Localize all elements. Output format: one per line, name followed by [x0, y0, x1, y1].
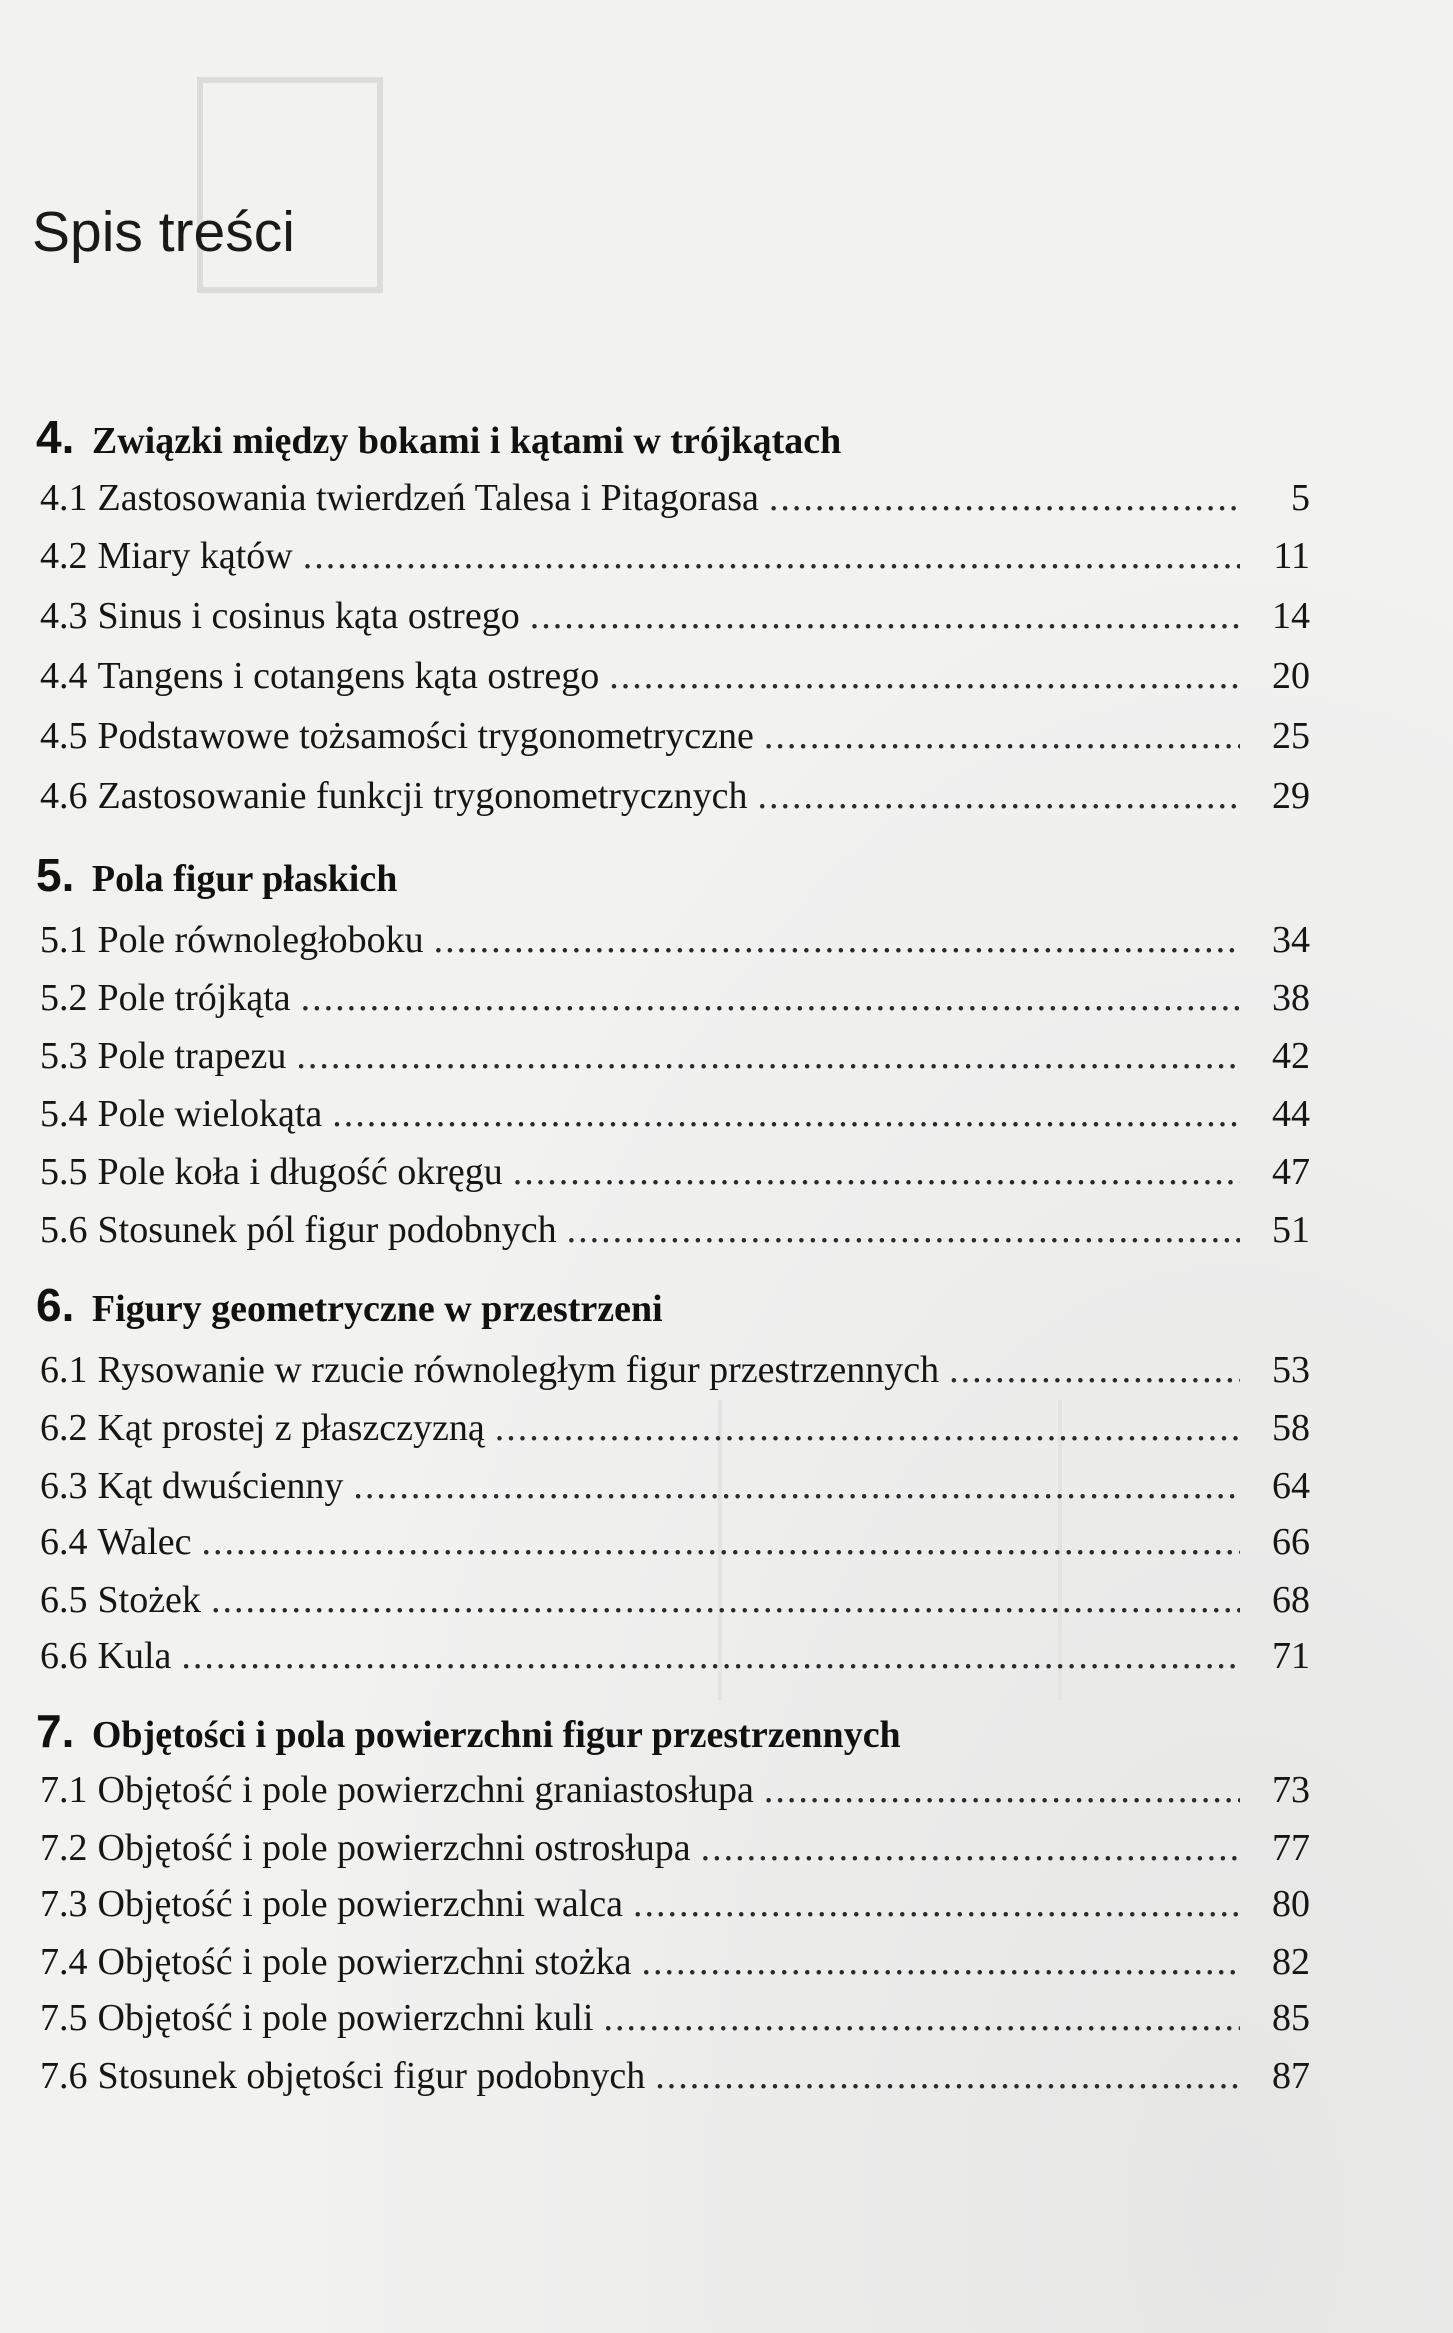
chapter-number: 6.: [36, 1279, 75, 1331]
entry-page-number: 47: [1272, 1151, 1310, 1193]
chapter-heading: [36, 411, 1316, 463]
dot-leader: [769, 474, 1240, 522]
entry-page-number: 82: [1272, 1941, 1310, 1983]
entry-number: 4.2: [40, 535, 88, 577]
entry-page-number: 5: [1291, 477, 1310, 519]
dot-leader: [764, 712, 1240, 760]
entry-title: Pole trapezu: [97, 1035, 287, 1077]
page-title: Spis treści: [32, 200, 295, 264]
entry-title: Stożek: [97, 1579, 201, 1621]
toc-entry[interactable]: [40, 652, 1310, 700]
toc-entry[interactable]: [40, 1576, 1310, 1624]
entry-number: 7.6: [40, 2055, 88, 2097]
toc-entry[interactable]: [40, 1404, 1310, 1452]
entry-page-number: 34: [1272, 919, 1310, 961]
entry-title: Objętość i pole powierzchni graniastosłupa: [97, 1769, 754, 1811]
toc-entry[interactable]: [40, 916, 1310, 964]
entry-page-number: 25: [1272, 715, 1310, 757]
toc-entry[interactable]: [40, 1632, 1310, 1680]
entry-page-number: 73: [1272, 1769, 1310, 1811]
entry-number: 6.2: [40, 1407, 88, 1449]
chapter-number: 5.: [36, 849, 75, 901]
toc-entry[interactable]: [40, 1032, 1310, 1080]
entry-title: Stosunek pól figur podobnych: [97, 1209, 557, 1251]
toc-entry[interactable]: [40, 1206, 1310, 1254]
entry-number: 6.3: [40, 1465, 88, 1507]
dot-leader: [604, 1994, 1241, 2042]
dot-leader: [495, 1404, 1240, 1452]
entry-title: Pole równoległoboku: [97, 919, 424, 961]
entry-number: 4.5: [40, 715, 88, 757]
entry-title: Pole koła i długość okręgu: [97, 1151, 503, 1193]
toc-entry[interactable]: [40, 2052, 1310, 2100]
entry-page-number: 64: [1272, 1465, 1310, 1507]
entry-title: Objętość i pole powierzchni kuli: [97, 1997, 594, 2039]
dot-leader: [181, 1632, 1240, 1680]
dot-leader: [513, 1148, 1240, 1196]
entry-title: Pole wielokąta: [97, 1093, 323, 1135]
chapter-title: Związki między bokami i kątami w trójkątach: [91, 420, 842, 462]
entry-page-number: 80: [1272, 1883, 1310, 1925]
dot-leader: [641, 1938, 1240, 1986]
entry-title: Zastosowania twierdzeń Talesa i Pitagorasa: [97, 477, 759, 519]
entry-number: 4.4: [40, 655, 88, 697]
dot-leader: [655, 2052, 1240, 2100]
chapter-number: 7.: [36, 1705, 75, 1757]
entry-title: Walec: [97, 1521, 192, 1563]
entry-title: Objętość i pole powierzchni stożka: [97, 1941, 632, 1983]
entry-number: 5.4: [40, 1093, 88, 1135]
entry-title: Objętość i pole powierzchni ostrosłupa: [97, 1827, 691, 1869]
entry-number: 6.4: [40, 1521, 88, 1563]
entry-title: Kąt dwuścienny: [97, 1465, 344, 1507]
dot-leader: [758, 772, 1240, 820]
toc-entry[interactable]: [40, 1518, 1310, 1566]
chapter-title: Objętości i pola powierzchni figur przestrzennych: [91, 1714, 901, 1756]
entry-title: Miary kątów: [97, 535, 293, 577]
entry-page-number: 20: [1272, 655, 1310, 697]
chapter-number: 4.: [36, 411, 75, 463]
entry-page-number: 53: [1272, 1349, 1310, 1391]
entry-page-number: 11: [1273, 535, 1310, 577]
entry-title: Podstawowe tożsamości trygonometryczne: [97, 715, 754, 757]
entry-page-number: 51: [1272, 1209, 1310, 1251]
dot-leader: [332, 1090, 1240, 1138]
dot-leader: [530, 592, 1240, 640]
dot-leader: [567, 1206, 1240, 1254]
entry-page-number: 14: [1272, 595, 1310, 637]
toc-entry[interactable]: [40, 712, 1310, 760]
dot-leader: [211, 1576, 1240, 1624]
entry-number: 7.2: [40, 1827, 88, 1869]
entry-number: 6.5: [40, 1579, 88, 1621]
entry-number: 5.5: [40, 1151, 88, 1193]
dot-leader: [764, 1766, 1240, 1814]
chapter-heading: [36, 849, 1316, 901]
dot-leader: [701, 1824, 1240, 1872]
dot-leader: [633, 1880, 1240, 1928]
entry-title: Kąt prostej z płaszczyzną: [97, 1407, 485, 1449]
entry-number: 5.2: [40, 977, 88, 1019]
chapter-title: Figury geometryczne w przestrzeni: [91, 1288, 663, 1330]
toc-entry[interactable]: [40, 1880, 1310, 1928]
entry-page-number: 66: [1272, 1521, 1310, 1563]
toc-entry[interactable]: [40, 1938, 1310, 1986]
entry-number: 6.6: [40, 1635, 88, 1677]
toc-entry[interactable]: [40, 974, 1310, 1022]
chapter-heading: [36, 1705, 1316, 1757]
dot-leader: [609, 652, 1240, 700]
toc-entry[interactable]: [40, 1824, 1310, 1872]
entry-page-number: 29: [1272, 775, 1310, 817]
entry-page-number: 44: [1272, 1093, 1310, 1135]
entry-page-number: 85: [1272, 1997, 1310, 2039]
toc-entry[interactable]: [40, 1346, 1310, 1394]
toc-entry[interactable]: [40, 1148, 1310, 1196]
entry-number: 7.5: [40, 1997, 88, 2039]
dot-leader: [303, 532, 1240, 580]
toc-entry[interactable]: [40, 1766, 1310, 1814]
entry-page-number: 87: [1272, 2055, 1310, 2097]
chapter-title: Pola figur płaskich: [91, 858, 398, 900]
entry-number: 5.6: [40, 1209, 88, 1251]
toc-entry[interactable]: [40, 474, 1310, 522]
entry-number: 5.3: [40, 1035, 88, 1077]
entry-number: 5.1: [40, 919, 88, 961]
entry-title: Zastosowanie funkcji trygonometrycznych: [97, 775, 748, 817]
entry-page-number: 77: [1272, 1827, 1310, 1869]
entry-page-number: 58: [1272, 1407, 1310, 1449]
entry-number: 7.4: [40, 1941, 88, 1983]
dot-leader: [949, 1346, 1240, 1394]
dot-leader: [353, 1462, 1240, 1510]
entry-page-number: 38: [1272, 977, 1310, 1019]
toc-entry[interactable]: [40, 1994, 1310, 2042]
dot-leader: [201, 1518, 1240, 1566]
entry-title: Pole trójkąta: [97, 977, 291, 1019]
dot-leader: [301, 974, 1240, 1022]
entry-page-number: 42: [1272, 1035, 1310, 1077]
entry-title: Stosunek objętości figur podobnych: [97, 2055, 646, 2097]
entry-title: Tangens i cotangens kąta ostrego: [97, 655, 600, 697]
entry-number: 4.6: [40, 775, 88, 817]
entry-number: 4.3: [40, 595, 88, 637]
dot-leader: [434, 916, 1240, 964]
toc-entry[interactable]: [40, 592, 1310, 640]
entry-number: 7.3: [40, 1883, 88, 1925]
entry-title: Objętość i pole powierzchni walca: [97, 1883, 623, 1925]
toc-entry[interactable]: [40, 772, 1310, 820]
entry-title: Rysowanie w rzucie równoległym figur przestrzennych: [97, 1349, 940, 1391]
entry-page-number: 68: [1272, 1579, 1310, 1621]
entry-number: 7.1: [40, 1769, 88, 1811]
toc-entry[interactable]: [40, 532, 1310, 580]
toc-entry[interactable]: [40, 1462, 1310, 1510]
entry-number: 4.1: [40, 477, 88, 519]
entry-title: Sinus i cosinus kąta ostrego: [97, 595, 520, 637]
entry-page-number: 71: [1272, 1635, 1310, 1677]
entry-title: Kula: [97, 1635, 172, 1677]
toc-entry[interactable]: [40, 1090, 1310, 1138]
entry-number: 6.1: [40, 1349, 88, 1391]
chapter-heading: [36, 1279, 1316, 1331]
dot-leader: [296, 1032, 1240, 1080]
